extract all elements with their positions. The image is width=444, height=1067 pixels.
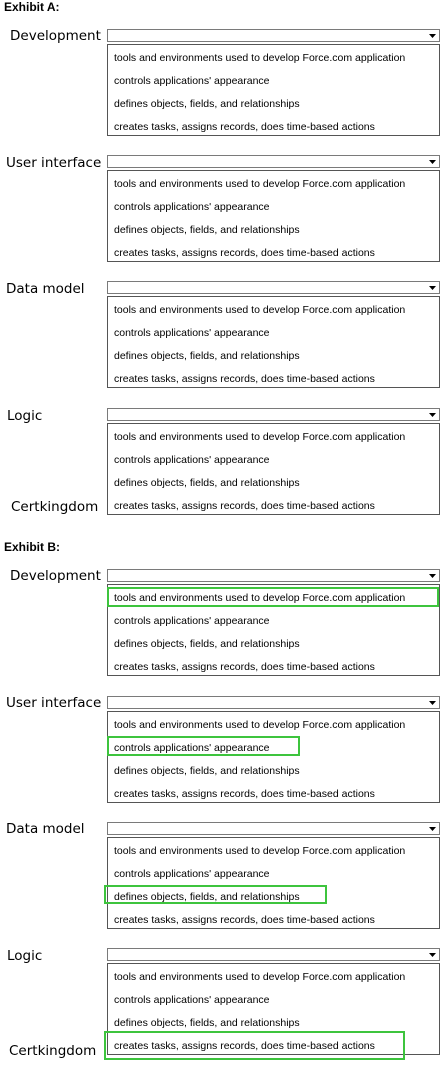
exhibit-a-user-interface-select[interactable] [107, 155, 440, 168]
option-item[interactable]: creates tasks, assigns records, does time-based actions [114, 788, 375, 800]
exhibit-a-logic-select[interactable] [107, 408, 440, 421]
exhibit-a-development-options [107, 44, 440, 136]
option-item[interactable]: controls applications' appearance [114, 454, 270, 466]
option-item-selected[interactable]: creates tasks, assigns records, does time-based actions [114, 1040, 375, 1052]
dropdown-arrow-icon[interactable] [426, 156, 439, 167]
selection-highlight [104, 1031, 405, 1060]
option-item[interactable]: defines objects, fields, and relationships [114, 1017, 300, 1029]
dropdown-arrow-icon[interactable] [426, 823, 439, 834]
option-item-selected[interactable]: tools and environments used to develop Force.com application [114, 592, 406, 604]
option-item[interactable]: defines objects, fields, and relationships [114, 224, 300, 236]
dropdown-arrow-icon[interactable] [426, 570, 439, 581]
option-item[interactable]: defines objects, fields, and relationships [114, 98, 300, 110]
exhibit-a-data-model-options [107, 296, 440, 388]
exhibit-b-title: Exhibit B: [4, 540, 60, 554]
exhibit-a-title: Exhibit A: [4, 0, 60, 14]
exhibit-a-label-logic: Logic [7, 408, 43, 424]
option-item[interactable]: controls applications' appearance [114, 994, 270, 1006]
option-item[interactable]: creates tasks, assigns records, does time-based actions [114, 500, 375, 512]
option-item[interactable]: creates tasks, assigns records, does time-based actions [114, 661, 375, 673]
dropdown-arrow-icon[interactable] [426, 30, 439, 41]
exhibit-b-logic-select[interactable] [107, 948, 440, 961]
watermark-text: Certkingdom [9, 1043, 97, 1059]
exhibit-a-label-data-model: Data model [6, 281, 85, 297]
option-item[interactable]: creates tasks, assigns records, does time-based actions [114, 121, 375, 133]
exhibit-b-label-logic: Logic [7, 948, 43, 964]
dropdown-arrow-icon[interactable] [426, 697, 439, 708]
dropdown-arrow-icon[interactable] [426, 282, 439, 293]
option-item[interactable]: tools and environments used to develop Force.com application [114, 719, 406, 731]
option-item[interactable]: tools and environments used to develop Force.com application [114, 971, 406, 983]
exhibit-b-user-interface-options [107, 711, 440, 803]
selection-highlight [107, 736, 300, 756]
exhibit-b-label-development: Development [10, 568, 101, 584]
exhibit-b-label-data-model: Data model [6, 821, 85, 837]
option-item[interactable]: defines objects, fields, and relationships [114, 477, 300, 489]
option-item[interactable]: defines objects, fields, and relationships [114, 638, 300, 650]
option-item[interactable]: controls applications' appearance [114, 201, 270, 213]
option-item[interactable]: defines objects, fields, and relationships [114, 765, 300, 777]
option-item[interactable]: controls applications' appearance [114, 327, 270, 339]
option-item[interactable]: tools and environments used to develop Force.com application [114, 52, 406, 64]
option-item[interactable]: tools and environments used to develop Force.com application [114, 304, 406, 316]
option-item-selected[interactable]: defines objects, fields, and relationships [114, 891, 300, 903]
exhibit-b-label-user-interface: User interface [6, 695, 102, 711]
watermark-text: Certkingdom [11, 499, 99, 515]
selection-highlight [104, 885, 327, 904]
dropdown-arrow-icon[interactable] [426, 949, 439, 960]
option-item[interactable]: controls applications' appearance [114, 615, 270, 627]
exhibit-a-development-select[interactable] [107, 29, 440, 42]
exhibit-a-label-development: Development [10, 28, 101, 44]
exhibit-a-logic-options [107, 423, 440, 515]
exhibit-b-data-model-options [107, 837, 440, 929]
exhibit-b-development-select[interactable] [107, 569, 440, 582]
option-item[interactable]: controls applications' appearance [114, 75, 270, 87]
option-item[interactable]: creates tasks, assigns records, does time-based actions [114, 914, 375, 926]
option-item[interactable]: creates tasks, assigns records, does time-based actions [114, 247, 375, 259]
option-item-selected[interactable]: controls applications' appearance [114, 742, 270, 754]
dropdown-arrow-icon[interactable] [426, 409, 439, 420]
exhibit-a-label-user-interface: User interface [6, 155, 102, 171]
option-item[interactable]: controls applications' appearance [114, 868, 270, 880]
exhibit-a-data-model-select[interactable] [107, 281, 440, 294]
option-item[interactable]: tools and environments used to develop Force.com application [114, 431, 406, 443]
exhibit-b-user-interface-select[interactable] [107, 696, 440, 709]
option-item[interactable]: tools and environments used to develop Force.com application [114, 845, 406, 857]
option-item[interactable]: creates tasks, assigns records, does time-based actions [114, 373, 375, 385]
exhibit-a-user-interface-options [107, 170, 440, 262]
option-item[interactable]: defines objects, fields, and relationships [114, 350, 300, 362]
selection-highlight [107, 587, 439, 607]
option-item[interactable]: tools and environments used to develop Force.com application [114, 178, 406, 190]
exhibit-b-data-model-select[interactable] [107, 822, 440, 835]
